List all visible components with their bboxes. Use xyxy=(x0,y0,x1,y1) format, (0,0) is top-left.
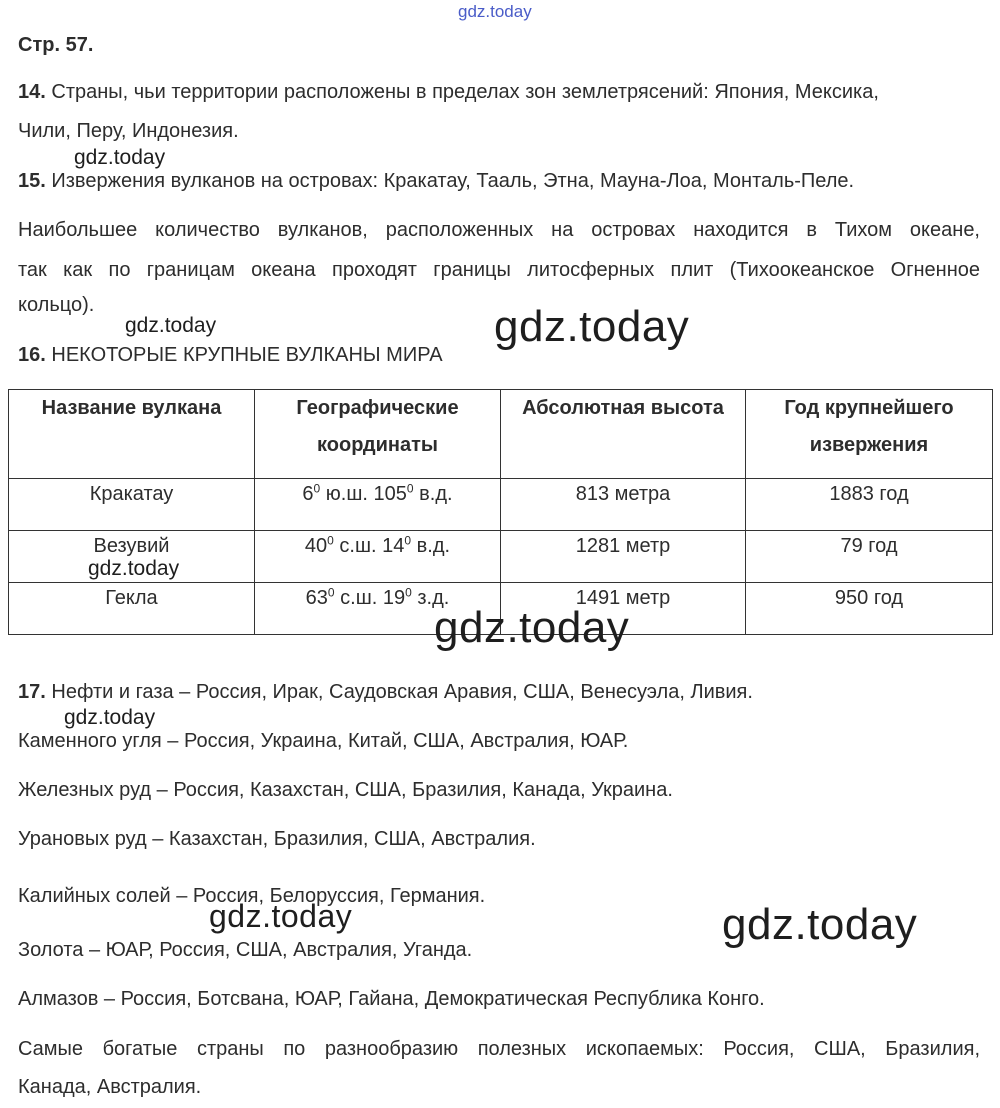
watermark: gdz.today xyxy=(88,557,180,580)
task-17-item: Железных руд – Россия, Казахстан, США, Бразилия, Канада, Украина. xyxy=(18,779,673,801)
table-header-row xyxy=(9,390,993,479)
volcano-height: 1281 метр xyxy=(501,531,746,583)
task-17-item: Каменного угля – Россия, Украина, Китай, США, Австралия, ЮАР. xyxy=(18,730,629,752)
watermark-large: gdz.today xyxy=(434,603,630,652)
task-16-title: НЕКОТОРЫЕ КРУПНЫЕ ВУЛКАНЫ МИРА xyxy=(51,344,443,366)
task-17-item: Урановых руд – Казахстан, Бразилия, США, Австралия. xyxy=(18,828,536,850)
volcano-coordinates: $6^0$ ю.ш. $105^0$ в.д. xyxy=(255,479,501,531)
volcano-height: 1491 метр xyxy=(501,583,746,635)
task-17-line-1 xyxy=(18,680,980,704)
header-eruption-year: Год крупнейшего извержения xyxy=(746,390,993,479)
volcano-table xyxy=(8,389,993,635)
task-14-number: 14. xyxy=(18,81,46,103)
watermark-large: gdz.today xyxy=(722,900,918,949)
volcano-coordinates: $63^0$ с.ш. $19^0$ з.д. xyxy=(255,583,501,635)
watermark-medium: gdz.today xyxy=(209,898,353,934)
task-15-paragraph-line-1: Наибольшее количество вулканов, расположенных на островах находится в Тихом океане, xyxy=(18,219,980,241)
task-14-line-2: Чили, Перу, Индонезия. xyxy=(18,120,239,142)
task-15-paragraph-line-3: кольцо). xyxy=(18,294,95,316)
watermark-large: gdz.today xyxy=(494,302,690,351)
header-height: Абсолютная высота xyxy=(501,390,746,479)
table-row xyxy=(9,479,993,531)
task-17-item: Калийных солей – Россия, Белоруссия, Германия. xyxy=(18,885,486,907)
task-15-number: 15. xyxy=(18,170,46,192)
task-15-text-1: Извержения вулканов на островах: Кракатау, Тааль, Этна, Мауна-Лоа, Монталь-Пеле. xyxy=(51,170,855,192)
volcano-name: Везувий xyxy=(9,531,255,583)
volcano-year: 1883 год xyxy=(746,479,993,531)
task-17-number: 17. xyxy=(18,681,46,703)
task-16-heading xyxy=(18,343,980,367)
task-17-item: Нефти и газа – Россия, Ирак, Саудовская Аравия, США, Венесуэла, Ливия. xyxy=(51,681,753,703)
volcano-coordinates: $40^0$ с.ш. $14^0$ в.д. xyxy=(255,531,501,583)
header-coordinates: Географические координаты xyxy=(255,390,501,479)
task-15-line-1 xyxy=(18,169,980,193)
volcano-year: 950 год xyxy=(746,583,993,635)
watermark-top: gdz.today xyxy=(458,2,532,21)
watermark: gdz.today xyxy=(64,706,156,729)
task-17-item: Алмазов – Россия, Ботсвана, ЮАР, Гайана, Демократическая Республика Конго. xyxy=(18,988,765,1010)
task-15-paragraph-line-2: так как по границам океана проходят границы литосферных плит (Тихоокеанское Огненное xyxy=(18,259,980,281)
watermark: gdz.today xyxy=(74,146,166,169)
task-17-item: Золота – ЮАР, Россия, США, Австралия, Уганда. xyxy=(18,939,473,961)
task-16-number: 16. xyxy=(18,344,46,366)
watermark: gdz.today xyxy=(125,314,217,337)
task-17-conclusion-line-1: Самые богатые страны по разнообразию полезных ископаемых: Россия, США, Бразилия, xyxy=(18,1038,980,1060)
task-14-text-1: Страны, чьи территории расположены в пределах зон землетрясений: Япония, Мексика, xyxy=(51,81,879,103)
volcano-height: 813 метра xyxy=(501,479,746,531)
volcano-name: Кракатау xyxy=(9,479,255,531)
task-14-line-1 xyxy=(18,80,980,104)
volcano-name: Гекла xyxy=(9,583,255,635)
volcano-year: 79 год xyxy=(746,531,993,583)
header-volcano-name: Название вулкана xyxy=(9,390,255,479)
task-17-conclusion-line-2: Канада, Австралия. xyxy=(18,1076,202,1098)
page-reference: Стр. 57. xyxy=(18,34,94,56)
